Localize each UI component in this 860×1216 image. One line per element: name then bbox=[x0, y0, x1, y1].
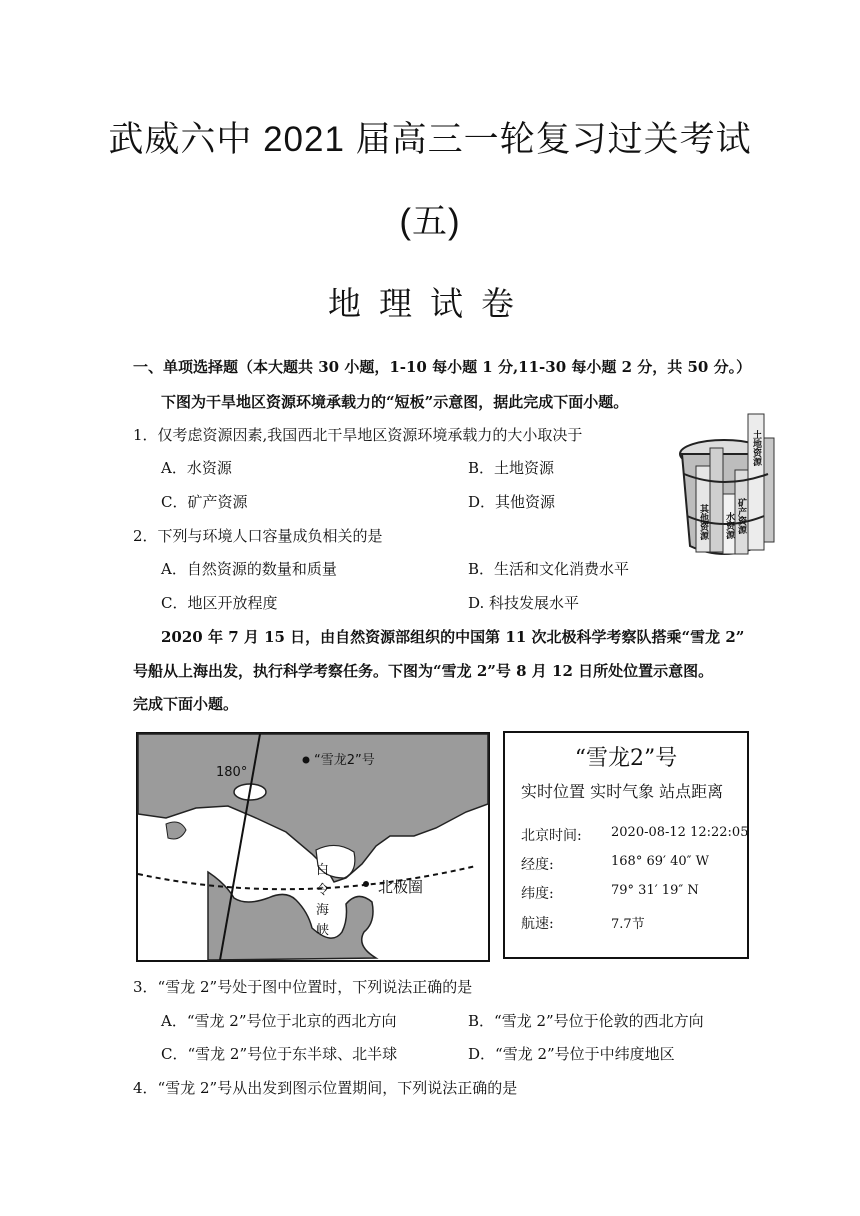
exam-title: 武威六中 2021 届高三一轮复习过关考试 bbox=[108, 120, 752, 159]
exam-subtitle: (五) bbox=[399, 202, 461, 241]
meridian-label: 180° bbox=[216, 765, 248, 780]
strait-label-2: 令 bbox=[316, 883, 330, 898]
strait-label-3: 海 bbox=[316, 903, 330, 918]
question-3-stem: 3．“雪龙 2”号处于图中位置时，下列说法正确的是 bbox=[133, 978, 473, 996]
info-row-longitude-label: 经度: bbox=[521, 857, 554, 873]
q2-option-a[interactable]: A．自然资源的数量和质量 bbox=[161, 560, 337, 578]
ship-position-dot bbox=[303, 757, 310, 764]
q3-option-c[interactable]: C．“雪龙 2”号位于东半球、北半球 bbox=[161, 1045, 398, 1063]
q3-option-d[interactable]: D．“雪龙 2”号位于中纬度地区 bbox=[468, 1045, 675, 1063]
info-row-speed-label: 航速: bbox=[521, 916, 554, 932]
intro-text-2-line2: 号船从上海出发，执行科学考察任务。下图为“雪龙 2”号 8 月 12 日所处位置示意图。 bbox=[133, 662, 714, 680]
q1-option-b[interactable]: B．土地资源 bbox=[468, 459, 555, 477]
info-row-latitude-label: 纬度: bbox=[521, 886, 554, 902]
question-2-stem: 2．下列与环境人口容量成负相关的是 bbox=[133, 527, 383, 545]
stave-label-water: 水资源 bbox=[724, 512, 734, 539]
info-row-beijing-time-value: 2020-08-12 12:22:05 bbox=[611, 825, 749, 840]
info-panel-tabs[interactable]: 实时位置 实时气象 站点距离 bbox=[521, 782, 724, 801]
section-heading: 一、单项选择题（本大题共 30 小题，1-10 每小题 1 分,11-30 每小题 2 分，共 50 分。） bbox=[133, 358, 752, 376]
ship-label: “雪龙2”号 bbox=[314, 753, 375, 768]
info-panel bbox=[503, 731, 749, 959]
map-figure bbox=[136, 732, 490, 962]
stave-label-other: 其他资源 bbox=[698, 504, 708, 540]
q2-option-b[interactable]: B．生活和文化消费水平 bbox=[468, 560, 630, 578]
strait-label-4: 峡 bbox=[316, 923, 330, 938]
arctic-circle-label: 北极圈 bbox=[378, 878, 424, 896]
q1-option-d[interactable]: D．其他资源 bbox=[468, 493, 556, 511]
intro-text-1: 下图为干旱地区资源环境承载力的“短板”示意图，据此完成下面小题。 bbox=[161, 393, 629, 411]
q3-option-b[interactable]: B．“雪龙 2”号位于伦敦的西北方向 bbox=[468, 1012, 704, 1030]
subject-title: 地理试卷 bbox=[328, 284, 532, 323]
info-panel-title: “雪龙2”号 bbox=[574, 746, 678, 771]
q2-option-d[interactable]: D. 科技发展水平 bbox=[468, 594, 580, 612]
info-row-beijing-time-label: 北京时间: bbox=[521, 828, 582, 844]
intro-text-2-line3: 完成下面小题。 bbox=[133, 695, 239, 713]
strait-label-1: 白 bbox=[316, 863, 330, 878]
q2-option-c[interactable]: C．地区开放程度 bbox=[161, 594, 278, 612]
question-1-stem: 1．仅考虑资源因素,我国西北干旱地区资源环境承载力的大小取决于 bbox=[133, 426, 583, 444]
stave-label-land: 土地资源 bbox=[751, 430, 761, 466]
info-row-speed-value: 7.7节 bbox=[611, 917, 645, 932]
info-row-latitude-value: 79° 31′ 19″ N bbox=[611, 883, 699, 898]
q3-option-a[interactable]: A．“雪龙 2”号位于北京的西北方向 bbox=[161, 1012, 397, 1030]
intro-text-2-line1: 2020 年 7 月 15 日，由自然资源部组织的中国第 11 次北极科学考察队搭乘“雪龙 2” bbox=[161, 628, 745, 646]
q1-option-a[interactable]: A．水资源 bbox=[161, 459, 232, 477]
q1-option-c[interactable]: C．矿产资源 bbox=[161, 493, 248, 511]
barrel-figure bbox=[676, 408, 788, 560]
question-4-stem: 4．“雪龙 2”号从出发到图示位置期间，下列说法正确的是 bbox=[133, 1079, 518, 1097]
circle-marker-dot bbox=[363, 881, 369, 887]
info-row-longitude-value: 168° 69′ 40″ W bbox=[611, 854, 709, 869]
stave-label-mineral: 矿产资源 bbox=[736, 498, 746, 534]
